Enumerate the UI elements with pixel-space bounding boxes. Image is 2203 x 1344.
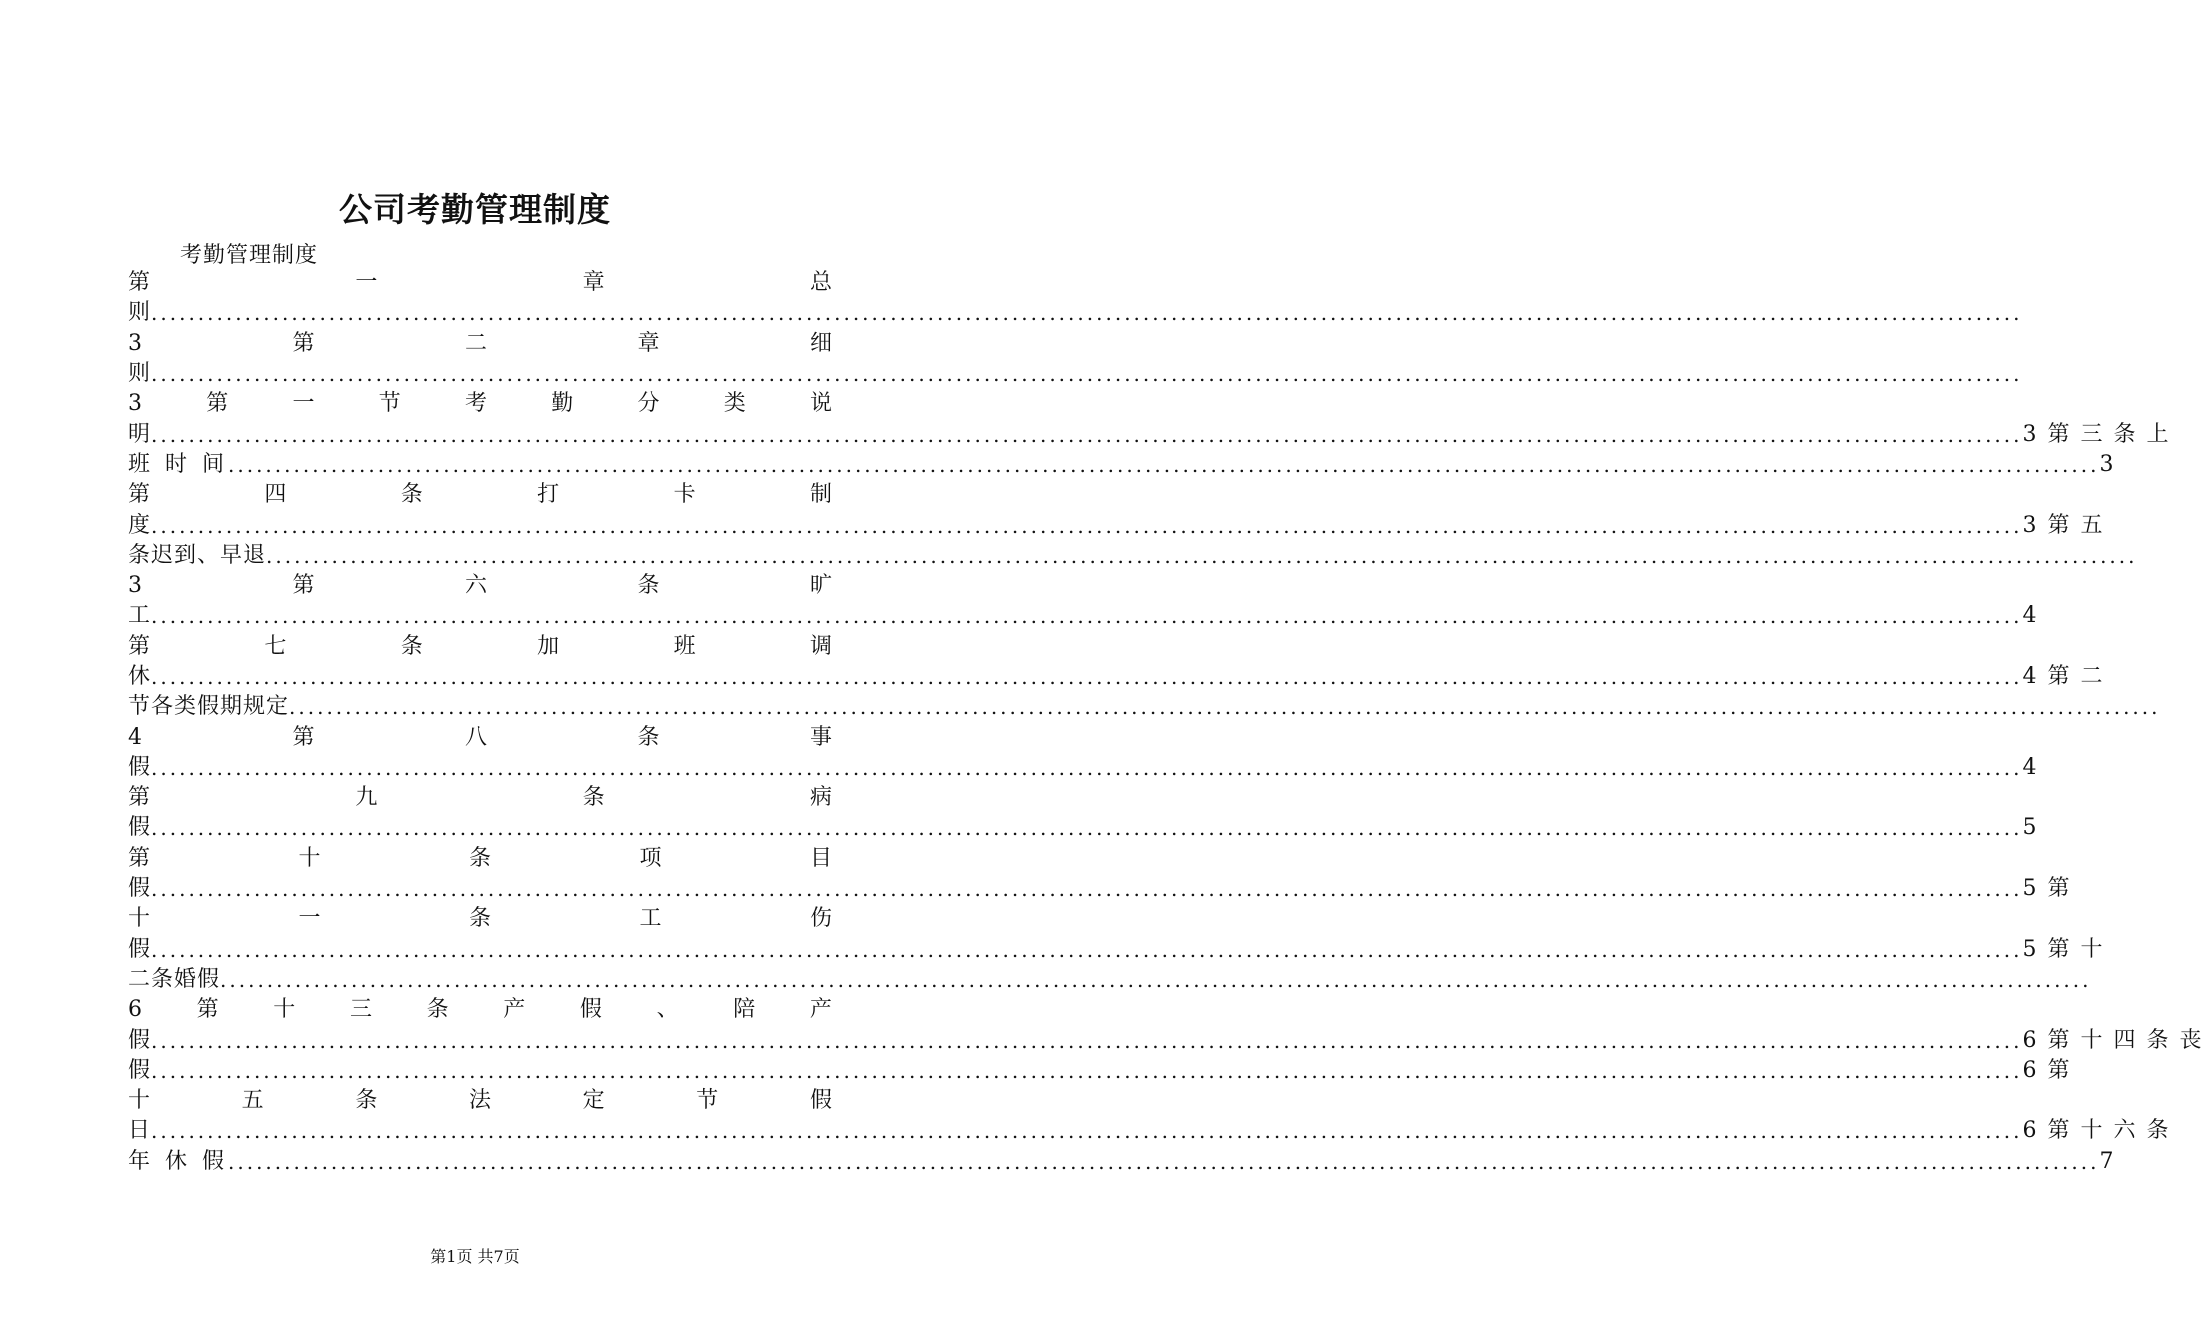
toc-token: 一 xyxy=(298,906,321,932)
toc-line xyxy=(128,268,832,298)
toc-entry-label: 假 xyxy=(128,936,152,962)
toc-token: 假 xyxy=(579,997,602,1023)
toc-token: 条 xyxy=(582,785,605,811)
toc-entry-page: 4 第 二 xyxy=(2022,664,2105,689)
toc-token: 六 xyxy=(464,573,487,599)
toc-token: 二 xyxy=(464,330,487,356)
toc-token: 第 xyxy=(206,391,229,417)
toc-entry-label: 假 xyxy=(128,1027,152,1053)
toc-token: 3 xyxy=(128,573,142,599)
toc-token: 制 xyxy=(809,482,832,508)
toc-token: 四 xyxy=(264,482,287,508)
toc-dot-leader: ........................................................................................................................................................................................................ xyxy=(151,1028,2023,1053)
toc-line xyxy=(128,1025,2203,1055)
toc-token: 条 xyxy=(426,997,449,1023)
toc-entry-label: 年 休 假 xyxy=(128,1148,228,1174)
toc-entry-label: 明 xyxy=(128,421,152,447)
toc-token: 4 xyxy=(128,724,142,750)
toc-dot-leader: ........................................................................................................................................................................................................ xyxy=(220,967,2092,992)
toc-line xyxy=(128,1147,2116,1177)
toc-token: 十 xyxy=(298,845,321,871)
toc-token: 一 xyxy=(292,391,315,417)
toc-token: 总 xyxy=(809,270,832,296)
document-subtitle: 考勤管理制度 xyxy=(180,243,319,268)
toc-token: 旷 xyxy=(809,573,832,599)
toc-dot-leader: ........................................................................................................................................................................................................ xyxy=(228,1149,2100,1174)
toc-token: 章 xyxy=(582,270,605,296)
toc-dot-leader: ........................................................................................................................................................................................................ xyxy=(151,1119,2023,1144)
toc-line xyxy=(128,1116,2171,1146)
toc-token: 条 xyxy=(468,906,491,932)
toc-token: 十 xyxy=(128,1088,151,1114)
toc-token: 条 xyxy=(637,573,660,599)
toc-token: 条 xyxy=(355,1088,378,1114)
toc-line xyxy=(128,329,832,359)
toc-entry-label: 工 xyxy=(128,603,152,629)
toc-token: 伤 xyxy=(809,906,832,932)
toc-token: 节 xyxy=(378,391,401,417)
toc-dot-leader: ........................................................................................................................................................................................................ xyxy=(151,877,2023,902)
toc-line xyxy=(128,601,2039,631)
document-title: 公司考勤管理制度 xyxy=(339,190,611,229)
toc-token: 十 xyxy=(273,997,296,1023)
toc-token: 打 xyxy=(537,482,560,508)
toc-line xyxy=(128,935,2105,965)
toc-entry-page: 6 第 十 四 条 丧 xyxy=(2022,1027,2203,1053)
toc-line xyxy=(128,359,2023,389)
toc-token: 分 xyxy=(637,391,660,417)
toc-token: 十 xyxy=(128,906,151,932)
toc-line xyxy=(128,298,2023,328)
toc-dot-leader: ........................................................................................................................................................................................................ xyxy=(151,816,2023,841)
toc-token: 三 xyxy=(349,997,372,1023)
toc-token: 细 xyxy=(809,330,832,356)
toc-token: 勤 xyxy=(551,391,574,417)
toc-token: 八 xyxy=(464,724,487,750)
toc-dot-leader: ........................................................................................................................................................................................................ xyxy=(151,755,2023,780)
toc-line xyxy=(128,571,832,601)
toc-token: 目 xyxy=(809,845,832,871)
toc-entry-label: 假 xyxy=(128,1057,152,1083)
toc-entry-label: 节各类假期规定 xyxy=(128,694,290,720)
toc-dot-leader: ........................................................................................................................................................................................................ xyxy=(151,937,2023,962)
toc-dot-leader: ........................................................................................................................................................................................................ xyxy=(151,665,2023,689)
toc-token: 陪 xyxy=(733,997,756,1023)
table-of-contents xyxy=(128,268,2203,1177)
toc-token: 一 xyxy=(355,270,378,296)
toc-token: 加 xyxy=(537,633,560,659)
toc-token: 第 xyxy=(292,724,315,750)
toc-token: 3 xyxy=(128,330,142,356)
toc-token: 病 xyxy=(809,785,832,811)
toc-token: 第 xyxy=(128,482,151,508)
toc-token: 定 xyxy=(582,1088,605,1114)
toc-token: 考 xyxy=(464,391,487,417)
toc-entry-page: 5 第 十 xyxy=(2022,936,2105,962)
toc-line xyxy=(128,904,832,934)
toc-token: 卡 xyxy=(673,482,696,508)
toc-dot-leader: ........................................................................................................................................................................................................ xyxy=(151,513,2023,538)
toc-line xyxy=(128,692,2161,722)
toc-token: 第 xyxy=(292,573,315,599)
toc-line xyxy=(128,783,832,813)
toc-entry-page: 4 xyxy=(2022,603,2039,629)
toc-dot-leader: ........................................................................................................................................................................................................ xyxy=(151,604,2023,629)
toc-token: 第 xyxy=(292,330,315,356)
toc-line xyxy=(128,419,2171,449)
toc-token: 说 xyxy=(809,391,832,417)
toc-line xyxy=(128,1086,832,1116)
toc-token: 第 xyxy=(128,845,151,871)
toc-dot-leader: ........................................................................................................................................................................................................ xyxy=(151,1058,2023,1083)
toc-line xyxy=(128,965,2092,995)
toc-token: 产 xyxy=(809,997,832,1023)
toc-line xyxy=(128,541,2138,571)
toc-token: 工 xyxy=(639,906,662,932)
toc-token: 章 xyxy=(637,330,660,356)
toc-line xyxy=(128,753,2039,783)
toc-token: 调 xyxy=(809,633,832,659)
toc-entry-page: 6 第 xyxy=(2022,1057,2072,1083)
toc-token: 类 xyxy=(723,391,746,417)
toc-entry-page: 4 xyxy=(2022,754,2039,780)
toc-entry-page: 5 第 xyxy=(2022,876,2072,902)
toc-entry-label: 度 xyxy=(128,512,152,538)
toc-line xyxy=(128,874,2072,904)
toc-entry-label: 班 时 间 xyxy=(128,451,228,477)
toc-line xyxy=(128,722,832,752)
toc-entry-label: 则 xyxy=(128,300,152,326)
toc-token: 6 xyxy=(128,997,142,1023)
page-footer: 第1页 共7页 xyxy=(430,1247,520,1266)
toc-line xyxy=(128,662,2105,692)
toc-line xyxy=(128,632,832,662)
toc-entry-label: 休 xyxy=(128,664,152,689)
toc-token: 项 xyxy=(639,845,662,871)
toc-token: 产 xyxy=(503,997,526,1023)
toc-token: 节 xyxy=(696,1088,719,1114)
toc-line xyxy=(128,813,2039,843)
toc-entry-page: 5 xyxy=(2022,815,2039,841)
toc-line xyxy=(128,480,832,510)
toc-line xyxy=(128,510,2105,540)
toc-entry-label: 假 xyxy=(128,754,152,780)
toc-entry-page: 3 xyxy=(2099,451,2116,477)
toc-token: 九 xyxy=(355,785,378,811)
toc-entry-page: 7 xyxy=(2099,1148,2116,1174)
toc-token: 第 xyxy=(128,633,151,659)
toc-line xyxy=(128,1056,2072,1086)
toc-token: 第 xyxy=(128,270,151,296)
toc-entry-label: 日 xyxy=(128,1118,152,1144)
toc-token: 班 xyxy=(673,633,696,659)
toc-token: 条 xyxy=(400,482,423,508)
toc-token: 3 xyxy=(128,391,142,417)
toc-line xyxy=(128,995,832,1025)
toc-token: 五 xyxy=(241,1088,264,1114)
toc-entry-page: 6 第 十 六 条 xyxy=(2022,1118,2171,1144)
toc-entry-page: 3 第 三 条 上 xyxy=(2022,421,2171,447)
toc-token: 条 xyxy=(468,845,491,871)
toc-line xyxy=(128,450,2116,480)
toc-token: 法 xyxy=(468,1088,491,1114)
toc-dot-leader: ........................................................................................................................................................................................................ xyxy=(228,452,2100,477)
toc-token: 事 xyxy=(809,724,832,750)
toc-line xyxy=(128,389,832,419)
toc-dot-leader: ........................................................................................................................................................................................................ xyxy=(151,362,2023,387)
toc-entry-label: 假 xyxy=(128,815,152,841)
toc-entry-label: 则 xyxy=(128,361,152,387)
toc-dot-leader: ........................................................................................................................................................................................................ xyxy=(151,422,2023,447)
toc-entry-label: 假 xyxy=(128,876,152,902)
toc-entry-label: 二条婚假 xyxy=(128,966,221,992)
toc-dot-leader: ........................................................................................................................................................................................................ xyxy=(266,543,2138,568)
toc-token: 第 xyxy=(128,785,151,811)
toc-token: 七 xyxy=(264,633,287,659)
toc-token: 条 xyxy=(400,633,423,659)
toc-token: 、 xyxy=(656,997,679,1023)
toc-line xyxy=(128,844,832,874)
toc-token: 假 xyxy=(809,1088,832,1114)
toc-entry-page: 3 第 五 xyxy=(2022,512,2105,538)
toc-dot-leader: ........................................................................................................................................................................................................ xyxy=(289,695,2161,720)
toc-token: 条 xyxy=(637,724,660,750)
toc-token: 第 xyxy=(196,997,219,1023)
toc-entry-label: 条迟到、早退 xyxy=(128,542,267,568)
toc-dot-leader: ........................................................................................................................................................................................................ xyxy=(151,301,2023,326)
